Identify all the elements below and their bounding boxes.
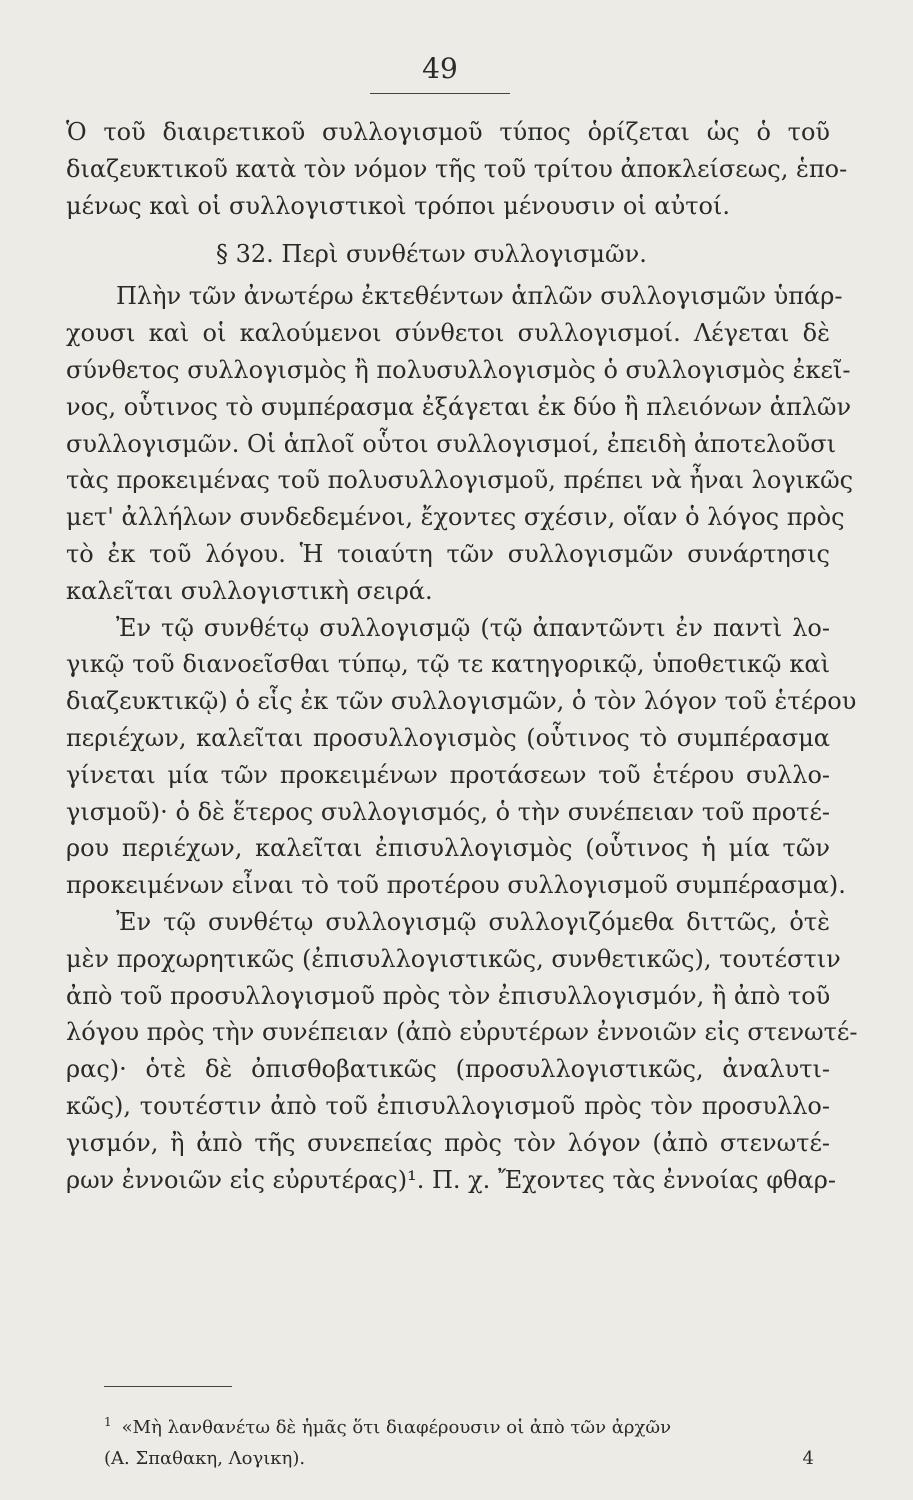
footnote-text-wrap — [104, 1412, 671, 1443]
text-line: Ἐν τῷ συνθέτῳ συλλογισμῷ συλλογιζόμεθα διττῶς, ὁτὲ — [116, 907, 830, 936]
text-line: μετ' ἀλλήλων συνδεδεμένοι, ἔχοντες σχέσιν, οἵαν ὁ λόγος πρὸς — [66, 503, 845, 532]
text-line: σύνθετος συλλογισμὸς ἢ πολυσυλλογισμὸς ὁ συλλογισμὸς ἐκεῖ- — [66, 355, 851, 384]
text-line: γικῷ τοῦ διανοεῖσθαι τύπῳ, τῷ τε κατηγορικῷ, ὑποθετικῷ καὶ — [66, 650, 830, 679]
text-line: λόγου πρὸς τὴν συνέπειαν (ἀπὸ εὐρυτέρων ἐννοιῶν εἰς στενωτέ- — [66, 1018, 858, 1047]
text-line: Ὁ τοῦ διαιρετικοῦ συλλογισμοῦ τύπος ὁρίζεται ὡς ὁ τοῦ — [66, 118, 830, 146]
text-line: ρου περιέχων, καλεῖται ἐπισυλλογισμὸς (οὗτινος ἡ μία τῶν — [66, 834, 830, 863]
section-heading: § 32. Περὶ συνθέτων συλλογισμῶν. — [216, 240, 647, 269]
text-line: μένως καὶ οἱ συλλογιστικοὶ τρόποι μένουσιν οἱ αὐτοί. — [66, 191, 730, 220]
text-line: γισμοῦ)· ὁ δὲ ἕτερος συλλογισμός, ὁ τὴν συνέπειαν τοῦ προτέ- — [66, 797, 830, 826]
text-line: τὸ ἐκ τοῦ λόγου. Ἡ τοιαύτη τῶν συλλογισμῶν συνάρτησις — [66, 539, 830, 568]
text-line: γίνεται μία τῶν προκειμένων προτάσεων τοῦ ἑτέρου συλλο- — [66, 760, 830, 789]
footnote-citation: (Α. Σπαθακη, Λογικη). — [104, 1448, 306, 1469]
text-line: ρας)· ὁτὲ δὲ ὀπισθοβατικῶς (προσυλλογιστικῶς, ἀναλυτι- — [66, 1055, 830, 1084]
text-line: περιέχων, καλεῖται προσυλλογισμὸς (οὗτινος τὸ συμπέρασμα — [66, 723, 830, 752]
footnote-line — [104, 1412, 814, 1443]
text-line: νος, οὗτινος τὸ συμπέρασμα ἐξάγεται ἐκ δύο ἢ πλειόνων ἁπλῶν — [66, 392, 852, 421]
footnote-rule — [104, 1386, 232, 1387]
text-line: Πλὴν τῶν ἀνωτέρω ἐκτεθέντων ἁπλῶν συλλογισμῶν ὑπάρ- — [116, 282, 843, 311]
text-line: διαζευκτικοῦ κατὰ τὸν νόμον τῆς τοῦ τρίτου ἀποκλείσεως, ἑπο- — [66, 154, 848, 183]
page-number: 49 — [422, 52, 458, 85]
text-line: κῶς), τουτέστιν ἀπὸ τοῦ ἐπισυλλογισμοῦ πρὸς τὸν προσυλλο- — [66, 1091, 830, 1120]
text-line: διαζευκτικῷ) ὁ εἷς ἐκ τῶν συλλογισμῶν, ὁ τὸν λόγον τοῦ ἑτέρου — [66, 687, 857, 716]
body-text — [66, 114, 858, 1198]
footnote-marker: 1 — [104, 1415, 112, 1429]
text-line: χουσι καὶ οἱ καλούμενοι σύνθετοι συλλογισμοί. Λέγεται δὲ — [66, 319, 830, 348]
footnote-text: «Μὴ λανθανέτω δὲ ἡμᾶς ὅτι διαφέρουσιν οἱ ἀπὸ τῶν ἀρχῶν — [121, 1417, 672, 1438]
text-line: Ἐν τῷ συνθέτῳ συλλογισμῷ (τῷ ἀπαντῶντι ἐν παντὶ λο- — [116, 613, 830, 642]
text-line: μὲν προχωρητικῶς (ἐπισυλλογιστικῶς, συνθετικῶς), τουτέστιν — [66, 944, 841, 973]
text-line: συλλογισμῶν. Οἱ ἁπλοῖ οὗτοι συλλογισμοί, ἐπειδὴ ἀποτελοῦσι — [66, 429, 837, 458]
page-number-rule — [370, 93, 510, 94]
signature-mark: 4 — [802, 1448, 814, 1469]
text-line: καλεῖται συλλογιστικὴ σειρά. — [66, 576, 433, 605]
text-line: ρων ἐννοιῶν εἰς εὐρυτέρας)¹. Π. χ. Ἔχοντες τὰς ἐννοίας φθαρ- — [66, 1165, 836, 1194]
text-line: προκειμένων εἶναι τὸ τοῦ προτέρου συλλογισμοῦ συμπέρασμα). — [66, 871, 846, 900]
text-line: τὰς προκειμένας τοῦ πολυσυλλογισμοῦ, πρέπει νὰ ἦναι λογικῶς — [66, 466, 854, 495]
footnote-line — [104, 1443, 814, 1474]
footnote — [104, 1412, 814, 1474]
text-line: ἀπὸ τοῦ προσυλλογισμοῦ πρὸς τὸν ἐπισυλλογισμόν, ἢ ἀπὸ τοῦ — [66, 981, 831, 1010]
text-line: γισμόν, ἢ ἀπὸ τῆς συνεπείας πρὸς τὸν λόγον (ἀπὸ στενωτέ- — [66, 1128, 830, 1157]
